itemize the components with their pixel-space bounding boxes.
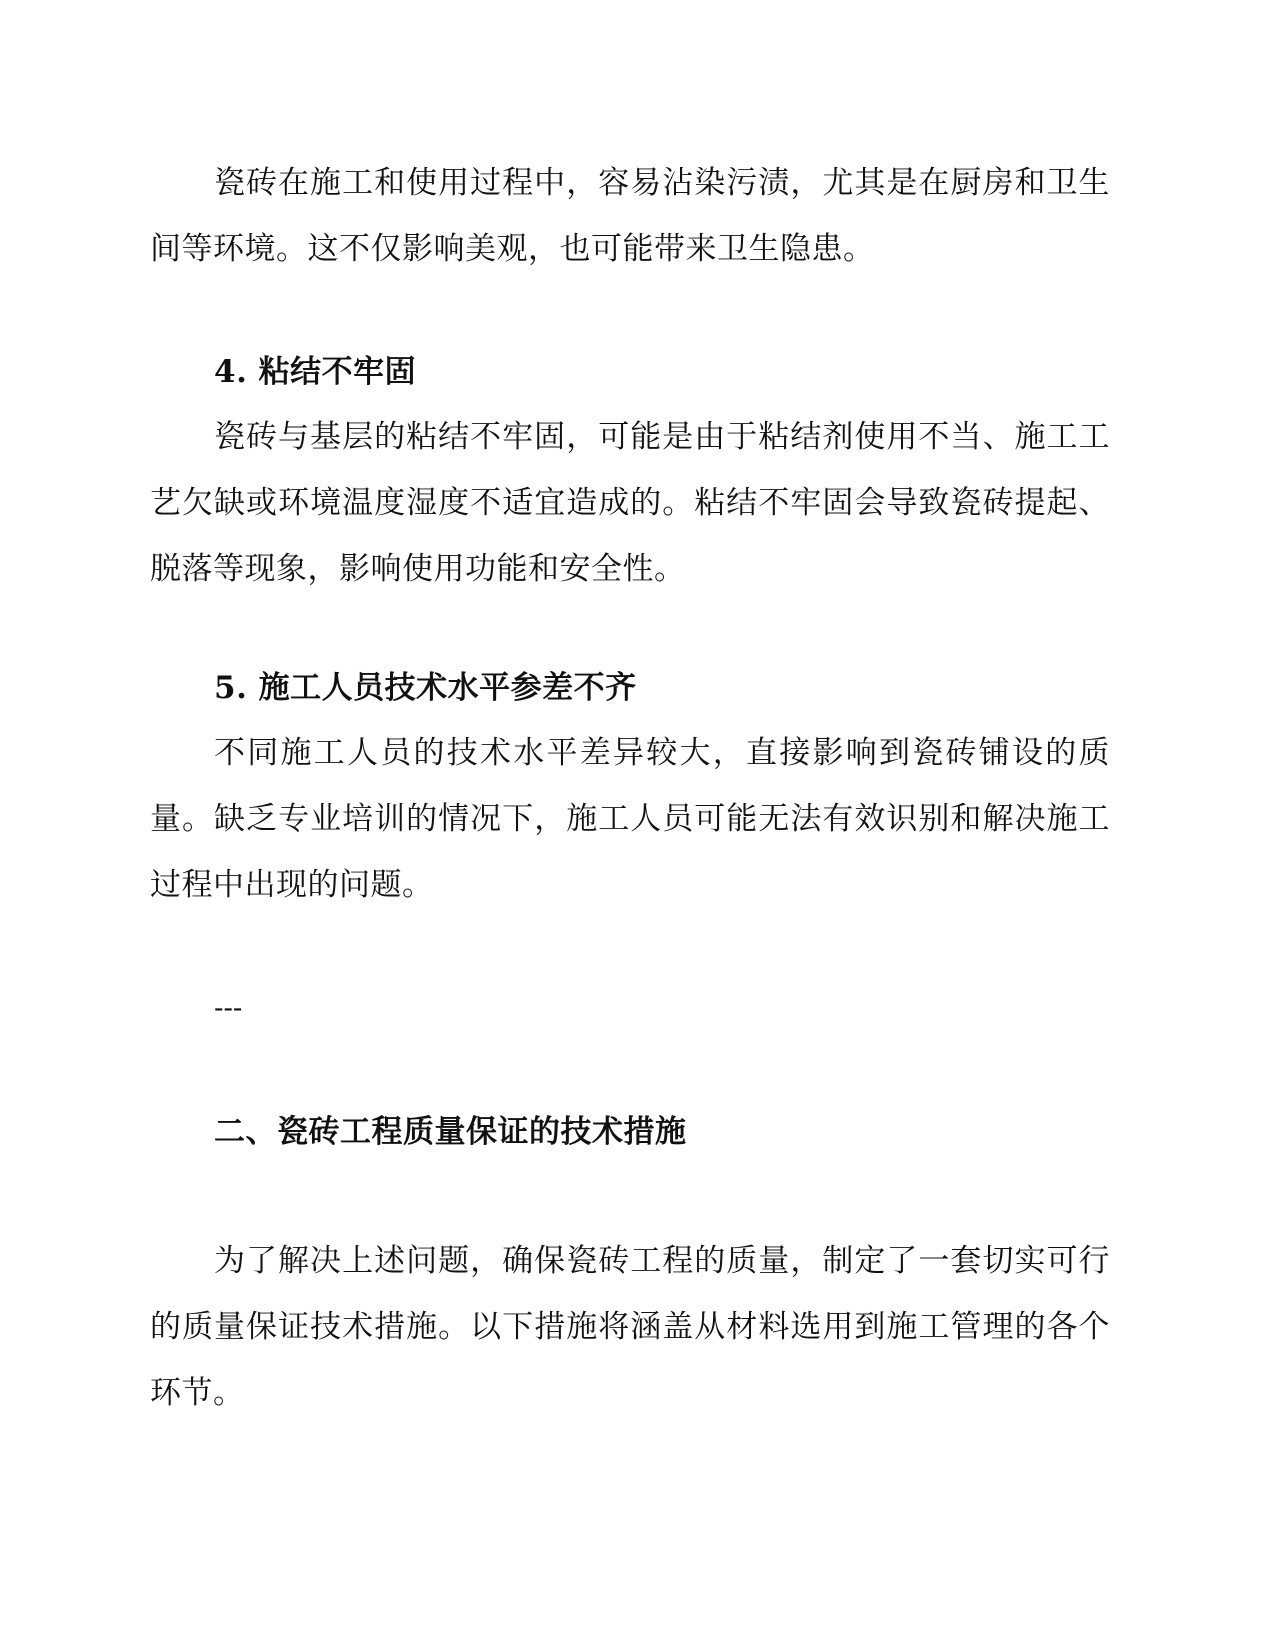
section-divider: --- — [214, 991, 243, 1024]
paragraph-measures-intro: 为了解决上述问题，确保瓷砖工程的质量，制定了一套切实可行的质量保证技术措施。以下措施将涵盖从材料选用到施工管理的各个环节。 — [150, 1243, 1110, 1411]
paragraph-worker-skill: 不同施工人员的技术水平差异较大，直接影响到瓷砖铺设的质量。缺乏专业培训的情况下，施工人员可能无法有效识别和解决施工过程中出现的问题。 — [150, 735, 1110, 903]
heading-worker-skill: 5. 施工人员技术水平参差不齐 — [214, 670, 637, 706]
paragraph-adhesion-issue: 瓷砖与基层的粘结不牢固，可能是由于粘结剂使用不当、施工工艺欠缺或环境温度湿度不适宜造成的。粘结不牢固会导致瓷砖提起、脱落等现象，影响使用功能和安全性。 — [150, 419, 1110, 587]
paragraph-stain-issue: 瓷砖在施工和使用过程中，容易沾染污渍，尤其是在厨房和卫生间等环境。这不仅影响美观，也可能带来卫生隐患。 — [150, 165, 1110, 267]
section-title-technical-measures: 二、瓷砖工程质量保证的技术措施 — [214, 1114, 687, 1150]
heading-adhesion-issue: 4. 粘结不牢固 — [214, 354, 417, 390]
